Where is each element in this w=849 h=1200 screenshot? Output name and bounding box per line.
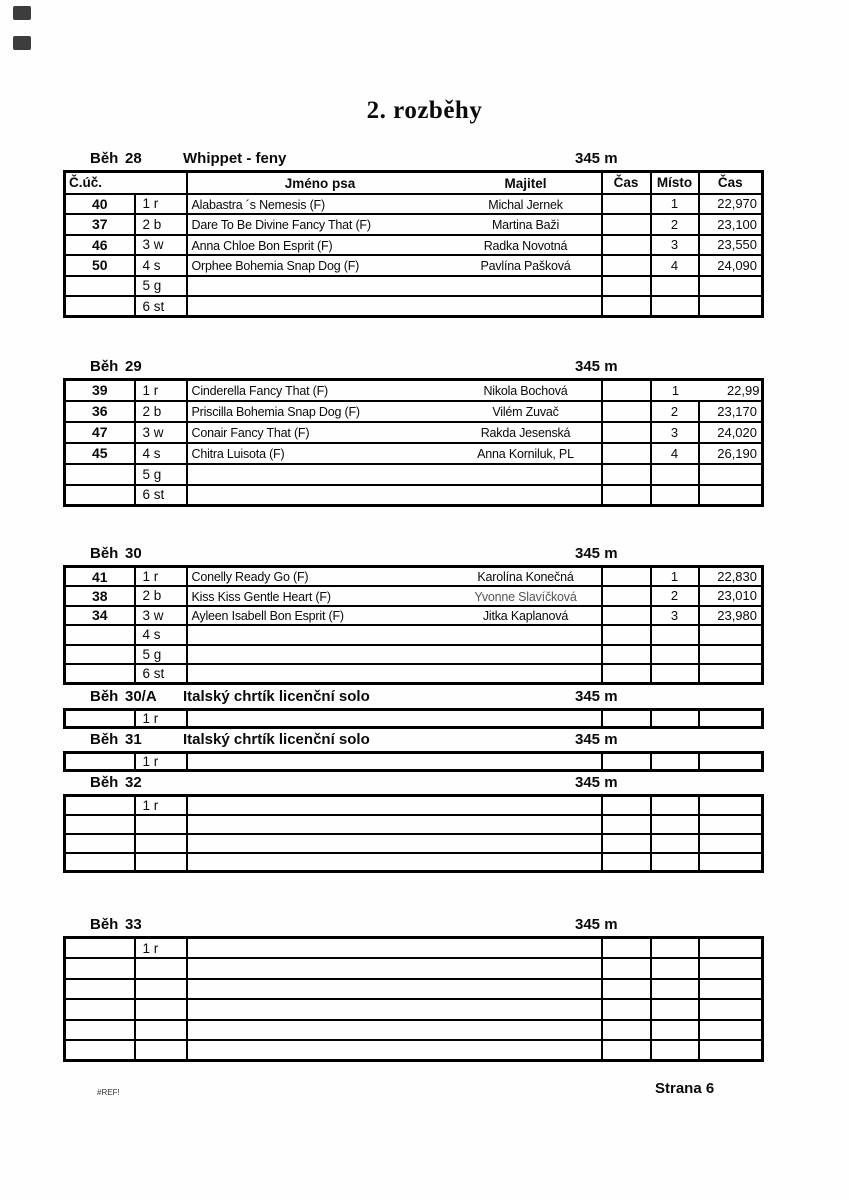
start-position-cell: 1 r: [135, 567, 187, 587]
place-cell: [651, 664, 699, 684]
table-row: [65, 938, 763, 959]
time-blank-cell: [602, 834, 651, 853]
race-heading: [63, 688, 763, 708]
race-section-28: [63, 150, 763, 318]
start-position-cell: 2 b: [135, 214, 187, 235]
place-cell: 3: [651, 235, 699, 256]
race-distance: 345 m: [575, 916, 618, 933]
table-row: [65, 753, 763, 771]
time-cell: [699, 1040, 763, 1061]
time-cell: 23,100: [699, 214, 763, 235]
place-cell: [651, 999, 699, 1020]
race-number: 32: [125, 774, 142, 791]
entry-number-cell: [65, 796, 135, 815]
start-position-cell: 5 g: [135, 464, 187, 485]
dog-owner-cell: [187, 194, 602, 215]
place-cell: [651, 1020, 699, 1041]
time-blank-cell: [602, 255, 651, 276]
time-blank-cell: [602, 485, 651, 506]
place-cell: 3: [651, 422, 699, 443]
dog-owner-cell: [187, 796, 602, 815]
time-cell: [699, 938, 763, 959]
time-value: 22,99: [726, 383, 760, 399]
dog-owner-cell: [187, 1020, 602, 1041]
entry-number-cell: 38: [65, 586, 135, 606]
table-row: [65, 464, 763, 485]
results-table-29: [63, 378, 764, 507]
race-section-32: [63, 774, 763, 873]
table-row: [65, 443, 763, 464]
owner-name: Martina Baži: [491, 218, 560, 233]
results-table-31: [63, 751, 764, 772]
time-cell: [699, 485, 763, 506]
dog-owner-cell: [187, 853, 602, 872]
dog-owner-cell: [187, 276, 602, 297]
dog-name: Cinderella Fancy That (F): [191, 384, 328, 399]
table-row: [65, 625, 763, 645]
start-position-cell: [135, 1020, 187, 1041]
dog-owner-cell: [187, 214, 602, 235]
table-row: [65, 276, 763, 297]
place-cell: [651, 853, 699, 872]
table-row: [65, 485, 763, 506]
start-position-cell: 6 st: [135, 296, 187, 317]
table-row: [65, 834, 763, 853]
time-cell: 23,550: [699, 235, 763, 256]
dog-owner-cell: [187, 464, 602, 485]
race-label: Běh: [90, 731, 119, 748]
table-row: [65, 1040, 763, 1061]
footer-ref-error: #REF!: [97, 1088, 120, 1097]
entry-number-cell: 34: [65, 606, 135, 626]
race-title: Italský chrtík licenční solo: [183, 731, 370, 748]
race-section-29: [63, 358, 763, 507]
race-number: 31: [125, 731, 142, 748]
time-blank-cell: [602, 586, 651, 606]
dog-name: Alabastra ´s Nemesis (F): [191, 197, 325, 212]
start-position-cell: 6 st: [135, 664, 187, 684]
entry-number-cell: [65, 485, 135, 506]
start-position-cell: 1 r: [135, 753, 187, 771]
race-section-31: [63, 731, 763, 772]
place-cell: 1: [651, 567, 699, 587]
table-row: [65, 606, 763, 626]
table-row: [65, 194, 763, 215]
start-position-cell: [135, 958, 187, 979]
time-cell: 24,090: [699, 255, 763, 276]
start-position-cell: 4 s: [135, 255, 187, 276]
entry-number-cell: 46: [65, 235, 135, 256]
column-header-place: Místo: [651, 172, 699, 194]
table-row: [65, 401, 763, 422]
dog-name: Kiss Kiss Gentle Heart (F): [191, 589, 331, 604]
time-blank-cell: [602, 606, 651, 626]
time-blank-cell: [602, 645, 651, 665]
results-table-30/A: [63, 708, 764, 729]
column-header-dog-owner: [187, 172, 602, 194]
time-cell: 23,170: [699, 401, 763, 422]
race-section-33: [63, 916, 763, 1062]
time-blank-cell: [602, 214, 651, 235]
table-row: [65, 1020, 763, 1041]
dog-owner-cell: [187, 485, 602, 506]
dog-name: Conelly Ready Go (F): [191, 570, 309, 585]
time-cell: [699, 645, 763, 665]
dog-owner-cell: [187, 401, 602, 422]
start-position-cell: 3 w: [135, 606, 187, 626]
dog-owner-cell: [187, 380, 602, 401]
time-blank-cell: [602, 979, 651, 1000]
table-row: [65, 979, 763, 1000]
dog-owner-cell: [187, 958, 602, 979]
time-cell: [699, 464, 763, 485]
dog-name: Ayleen Isabell Bon Esprit (F): [191, 609, 344, 624]
place-cell: [651, 276, 699, 297]
race-heading: [63, 150, 763, 170]
table-row: [65, 710, 763, 728]
start-position-cell: [135, 1040, 187, 1061]
column-header-entry: Č.úč.: [65, 172, 187, 194]
time-blank-cell: [602, 567, 651, 587]
time-cell: [699, 1020, 763, 1041]
time-cell: [699, 796, 763, 815]
time-blank-cell: [602, 664, 651, 684]
race-distance: 345 m: [575, 731, 618, 748]
entry-number-cell: 41: [65, 567, 135, 587]
place-cell: [651, 979, 699, 1000]
place-cell: [651, 958, 699, 979]
start-position-cell: 1 r: [135, 380, 187, 401]
start-position-cell: [135, 834, 187, 853]
start-position-cell: 2 b: [135, 401, 187, 422]
table-row: [65, 422, 763, 443]
start-position-cell: [135, 979, 187, 1000]
race-section-30/A: [63, 688, 763, 729]
owner-name: Pavlína Pašková: [480, 259, 571, 274]
dog-owner-cell: [187, 625, 602, 645]
time-cell: 22,970: [699, 194, 763, 215]
table-row: [65, 255, 763, 276]
dog-owner-cell: [187, 567, 602, 587]
entry-number-cell: [65, 296, 135, 317]
entry-number-cell: [65, 1040, 135, 1061]
place-cell: [651, 645, 699, 665]
time-cell: 23,980: [699, 606, 763, 626]
race-title: Italský chrtík licenční solo: [183, 688, 370, 705]
entry-number-cell: 50: [65, 255, 135, 276]
place-cell: [651, 625, 699, 645]
owner-name: Jitka Kaplanová: [482, 609, 569, 624]
start-position-cell: 4 s: [135, 443, 187, 464]
race-label: Běh: [90, 774, 119, 791]
time-cell: [699, 834, 763, 853]
time-cell: [699, 753, 763, 771]
time-blank-cell: [602, 443, 651, 464]
owner-name: Michal Jernek: [488, 197, 563, 212]
dog-owner-cell: [187, 664, 602, 684]
time-blank-cell: [602, 710, 651, 728]
time-blank-cell: [602, 999, 651, 1020]
entry-number-cell: 40: [65, 194, 135, 215]
owner-name: Radka Novotná: [483, 238, 568, 253]
time-blank-cell: [602, 625, 651, 645]
time-cell: [699, 276, 763, 297]
race-distance: 345 m: [575, 774, 618, 791]
place-cell: [651, 938, 699, 959]
place-cell: 2: [651, 586, 699, 606]
table-row: [65, 214, 763, 235]
entry-number-cell: [65, 834, 135, 853]
start-position-cell: 3 w: [135, 422, 187, 443]
race-number: 30: [125, 545, 142, 562]
start-position-cell: [135, 853, 187, 872]
race-heading: [63, 358, 763, 378]
column-header-time1: Čas: [602, 172, 651, 194]
entry-number-cell: [65, 815, 135, 834]
race-label: Běh: [90, 916, 119, 933]
dog-owner-cell: [187, 606, 602, 626]
place-cell: 1: [651, 194, 699, 215]
dog-owner-cell: [187, 753, 602, 771]
race-heading: [63, 545, 763, 565]
dog-owner-cell: [187, 443, 602, 464]
table-row: [65, 235, 763, 256]
dog-owner-cell: [187, 938, 602, 959]
entry-number-cell: [65, 938, 135, 959]
race-title: Whippet - feny: [183, 150, 287, 167]
time-cell: 26,190: [699, 443, 763, 464]
dog-owner-cell: [187, 255, 602, 276]
dog-owner-cell: [187, 1040, 602, 1061]
race-heading: [63, 774, 763, 794]
table-row: [65, 796, 763, 815]
start-position-cell: 4 s: [135, 625, 187, 645]
time-cell: [699, 625, 763, 645]
start-position-cell: 1 r: [135, 938, 187, 959]
time-blank-cell: [602, 1040, 651, 1061]
time-cell: 24,020: [699, 422, 763, 443]
race-number: 28: [125, 150, 142, 167]
time-blank-cell: [602, 815, 651, 834]
scan-artifact-icon: [13, 36, 31, 50]
time-blank-cell: [602, 380, 651, 401]
column-header-time2: Čas: [699, 172, 763, 194]
time-blank-cell: [602, 276, 651, 297]
race-distance: 345 m: [575, 545, 618, 562]
time-cell: [699, 815, 763, 834]
dog-owner-cell: [187, 296, 602, 317]
time-blank-cell: [602, 958, 651, 979]
column-header-owner: Majitel: [504, 175, 547, 191]
entry-number-cell: [65, 753, 135, 771]
place-cell: 3: [651, 606, 699, 626]
place-time-merged-cell: [651, 380, 763, 401]
entry-number-cell: [65, 645, 135, 665]
place-value: 1: [671, 383, 680, 399]
time-blank-cell: [602, 796, 651, 815]
dog-owner-cell: [187, 834, 602, 853]
dog-owner-cell: [187, 422, 602, 443]
dog-owner-cell: [187, 235, 602, 256]
race-label: Běh: [90, 358, 119, 375]
race-distance: 345 m: [575, 150, 618, 167]
place-cell: [651, 710, 699, 728]
time-cell: [699, 999, 763, 1020]
time-cell: 22,830: [699, 567, 763, 587]
race-label: Běh: [90, 545, 119, 562]
scan-artifact-icon: [13, 6, 31, 20]
time-cell: [699, 664, 763, 684]
table-row: [65, 853, 763, 872]
place-cell: [651, 815, 699, 834]
start-position-cell: 6 st: [135, 485, 187, 506]
start-position-cell: 5 g: [135, 276, 187, 297]
dog-name: Anna Chloe Bon Esprit (F): [191, 238, 333, 253]
entry-number-cell: [65, 1020, 135, 1041]
entry-number-cell: [65, 276, 135, 297]
entry-number-cell: [65, 853, 135, 872]
place-cell: 2: [651, 214, 699, 235]
start-position-cell: 2 b: [135, 586, 187, 606]
place-cell: [651, 1040, 699, 1061]
column-header-dog: Jméno psa: [284, 175, 356, 191]
start-position-cell: 1 r: [135, 194, 187, 215]
owner-name: Nikola Bochová: [483, 384, 568, 399]
entry-number-cell: [65, 664, 135, 684]
table-row: [65, 664, 763, 684]
time-blank-cell: [602, 753, 651, 771]
time-cell: [699, 710, 763, 728]
entry-number-cell: [65, 979, 135, 1000]
place-cell: [651, 753, 699, 771]
owner-name: Vilém Zuvač: [492, 404, 559, 419]
results-table-30: [63, 565, 764, 685]
place-cell: 4: [651, 443, 699, 464]
entry-number-cell: 37: [65, 214, 135, 235]
entry-number-cell: 45: [65, 443, 135, 464]
race-label: Běh: [90, 688, 119, 705]
entry-number-cell: 47: [65, 422, 135, 443]
dog-name: Chitra Luisota (F): [191, 446, 285, 461]
time-blank-cell: [602, 853, 651, 872]
table-row: [65, 380, 763, 401]
race-distance: 345 m: [575, 688, 618, 705]
race-number: 33: [125, 916, 142, 933]
time-cell: [699, 853, 763, 872]
entry-number-cell: 36: [65, 401, 135, 422]
start-position-cell: 5 g: [135, 645, 187, 665]
race-label: Běh: [90, 150, 119, 167]
results-table-28: [63, 170, 764, 318]
time-cell: [699, 979, 763, 1000]
start-position-cell: [135, 815, 187, 834]
race-heading: [63, 731, 763, 751]
time-blank-cell: [602, 422, 651, 443]
start-position-cell: 1 r: [135, 710, 187, 728]
entry-number-cell: [65, 710, 135, 728]
place-cell: 4: [651, 255, 699, 276]
owner-name: Karolína Konečná: [477, 570, 574, 585]
table-row: [65, 586, 763, 606]
place-cell: 2: [651, 401, 699, 422]
table-row: [65, 999, 763, 1020]
entry-number-cell: [65, 958, 135, 979]
entry-number-cell: 39: [65, 380, 135, 401]
time-blank-cell: [602, 464, 651, 485]
place-cell: [651, 834, 699, 853]
page-title: 2. rozběhy: [366, 97, 483, 124]
owner-name: Rakda Jesenská: [480, 425, 571, 440]
place-cell: [651, 464, 699, 485]
table-row: [65, 296, 763, 317]
dog-name: Dare To Be Divine Fancy That (F): [191, 218, 371, 233]
table-row: [65, 958, 763, 979]
time-blank-cell: [602, 296, 651, 317]
table-row: [65, 567, 763, 587]
time-blank-cell: [602, 401, 651, 422]
time-blank-cell: [602, 235, 651, 256]
dog-owner-cell: [187, 645, 602, 665]
time-cell: 23,010: [699, 586, 763, 606]
table-row: [65, 645, 763, 665]
dog-name: Priscilla Bohemia Snap Dog (F): [191, 404, 360, 419]
start-position-cell: [135, 999, 187, 1020]
dog-name: Orphee Bohemia Snap Dog (F): [191, 259, 360, 274]
time-blank-cell: [602, 938, 651, 959]
time-blank-cell: [602, 1020, 651, 1041]
dog-owner-cell: [187, 710, 602, 728]
dog-owner-cell: [187, 979, 602, 1000]
time-blank-cell: [602, 194, 651, 215]
race-section-30: [63, 545, 763, 685]
owner-name: Yvonne Slavíčková: [474, 589, 577, 604]
time-cell: [699, 296, 763, 317]
results-table-33: [63, 936, 764, 1062]
start-position-cell: 1 r: [135, 796, 187, 815]
entry-number-cell: [65, 999, 135, 1020]
dog-owner-cell: [187, 999, 602, 1020]
start-position-cell: 3 w: [135, 235, 187, 256]
table-row: [65, 815, 763, 834]
entry-number-cell: [65, 464, 135, 485]
race-distance: 345 m: [575, 358, 618, 375]
results-table-32: [63, 794, 764, 873]
table-header-row: [65, 172, 763, 194]
dog-owner-cell: [187, 586, 602, 606]
dog-owner-cell: [187, 815, 602, 834]
place-cell: [651, 796, 699, 815]
time-cell: [699, 958, 763, 979]
owner-name: Anna Korniluk, PL: [477, 446, 574, 461]
race-number: 30/A: [125, 688, 157, 705]
race-number: 29: [125, 358, 142, 375]
place-cell: [651, 485, 699, 506]
race-heading: [63, 916, 763, 936]
entry-number-cell: [65, 625, 135, 645]
dog-name: Conair Fancy That (F): [191, 425, 310, 440]
place-cell: [651, 296, 699, 317]
footer-page-number: Strana 6: [655, 1080, 715, 1097]
